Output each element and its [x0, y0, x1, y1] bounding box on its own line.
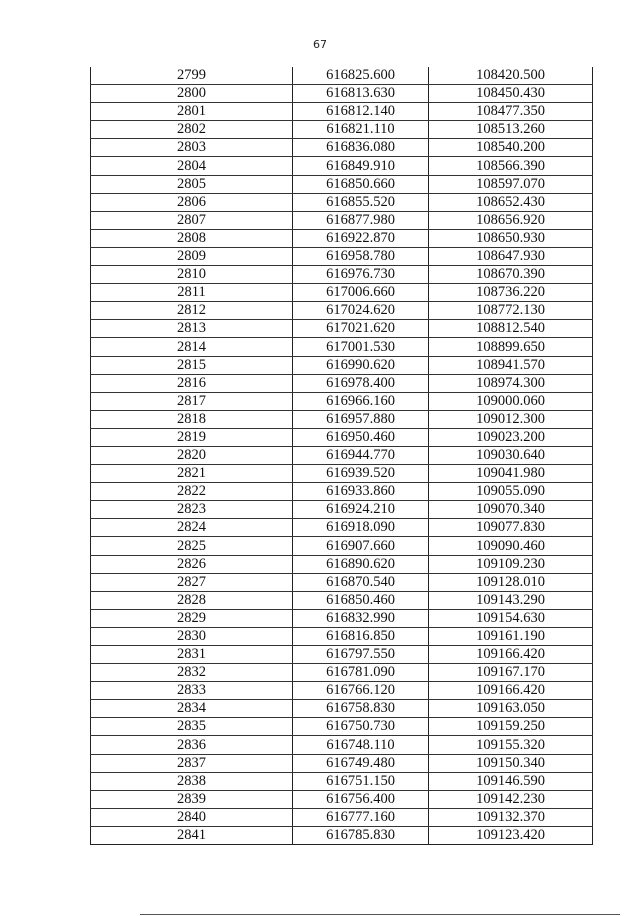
y-coordinate-cell: 109070.340	[429, 501, 593, 519]
table-row	[91, 302, 593, 320]
y-coordinate-cell: 109159.250	[429, 718, 593, 736]
y-coordinate-cell: 109154.630	[429, 609, 593, 627]
point-number-cell: 2801	[91, 103, 293, 121]
x-coordinate-cell: 616944.770	[293, 446, 429, 464]
y-coordinate-cell: 109142.230	[429, 790, 593, 808]
table-row	[91, 428, 593, 446]
point-number-cell: 2813	[91, 320, 293, 338]
x-coordinate-cell: 616756.400	[293, 790, 429, 808]
x-coordinate-cell: 616748.110	[293, 736, 429, 754]
x-coordinate-cell: 616781.090	[293, 664, 429, 682]
point-number-cell: 2838	[91, 772, 293, 790]
point-number-cell: 2821	[91, 465, 293, 483]
coordinates-table	[90, 67, 593, 845]
point-number-cell: 2827	[91, 573, 293, 591]
table-row	[91, 700, 593, 718]
point-number-cell: 2840	[91, 808, 293, 826]
table-row	[91, 266, 593, 284]
point-number-cell: 2834	[91, 700, 293, 718]
point-number-cell: 2819	[91, 428, 293, 446]
table-row	[91, 139, 593, 157]
table-row	[91, 718, 593, 736]
x-coordinate-cell: 616907.660	[293, 537, 429, 555]
table-row	[91, 247, 593, 265]
x-coordinate-cell: 617001.530	[293, 338, 429, 356]
y-coordinate-cell: 109150.340	[429, 754, 593, 772]
x-coordinate-cell: 616785.830	[293, 826, 429, 844]
y-coordinate-cell: 109023.200	[429, 428, 593, 446]
table-row	[91, 103, 593, 121]
x-coordinate-cell: 616751.150	[293, 772, 429, 790]
y-coordinate-cell: 108420.500	[429, 67, 593, 85]
x-coordinate-cell: 616821.110	[293, 121, 429, 139]
table-row	[91, 67, 593, 85]
x-coordinate-cell: 616825.600	[293, 67, 429, 85]
y-coordinate-cell: 109161.190	[429, 627, 593, 645]
table-row	[91, 410, 593, 428]
x-coordinate-cell: 616966.160	[293, 392, 429, 410]
x-coordinate-cell: 617006.660	[293, 284, 429, 302]
table-row	[91, 446, 593, 464]
x-coordinate-cell: 616816.850	[293, 627, 429, 645]
x-coordinate-cell: 616832.990	[293, 609, 429, 627]
x-coordinate-cell: 616750.730	[293, 718, 429, 736]
y-coordinate-cell: 108812.540	[429, 320, 593, 338]
table-row	[91, 664, 593, 682]
y-coordinate-cell: 109123.420	[429, 826, 593, 844]
point-number-cell: 2816	[91, 374, 293, 392]
x-coordinate-cell: 616850.460	[293, 591, 429, 609]
point-number-cell: 2817	[91, 392, 293, 410]
x-coordinate-cell: 616758.830	[293, 700, 429, 718]
table-row	[91, 501, 593, 519]
x-coordinate-cell: 616850.660	[293, 175, 429, 193]
y-coordinate-cell: 108656.920	[429, 211, 593, 229]
y-coordinate-cell: 108513.260	[429, 121, 593, 139]
point-number-cell: 2823	[91, 501, 293, 519]
point-number-cell: 2841	[91, 826, 293, 844]
y-coordinate-cell: 109055.090	[429, 483, 593, 501]
y-coordinate-cell: 109109.230	[429, 555, 593, 573]
y-coordinate-cell: 109090.460	[429, 537, 593, 555]
point-number-cell: 2814	[91, 338, 293, 356]
table-row	[91, 609, 593, 627]
point-number-cell: 2835	[91, 718, 293, 736]
table-row	[91, 519, 593, 537]
point-number-cell: 2809	[91, 247, 293, 265]
x-coordinate-cell: 616950.460	[293, 428, 429, 446]
page-number: 67	[313, 38, 327, 51]
point-number-cell: 2837	[91, 754, 293, 772]
x-coordinate-cell: 616976.730	[293, 266, 429, 284]
point-number-cell: 2807	[91, 211, 293, 229]
x-coordinate-cell: 616924.210	[293, 501, 429, 519]
point-number-cell: 2822	[91, 483, 293, 501]
y-coordinate-cell: 108670.390	[429, 266, 593, 284]
x-coordinate-cell: 616855.520	[293, 193, 429, 211]
point-number-cell: 2815	[91, 356, 293, 374]
y-coordinate-cell: 109132.370	[429, 808, 593, 826]
x-coordinate-cell: 616877.980	[293, 211, 429, 229]
point-number-cell: 2803	[91, 139, 293, 157]
y-coordinate-cell: 108899.650	[429, 338, 593, 356]
table-row	[91, 627, 593, 645]
point-number-cell: 2808	[91, 229, 293, 247]
y-coordinate-cell: 109000.060	[429, 392, 593, 410]
table-row	[91, 121, 593, 139]
y-coordinate-cell: 109030.640	[429, 446, 593, 464]
coordinates-table-body	[91, 67, 593, 845]
table-row	[91, 646, 593, 664]
table-row	[91, 591, 593, 609]
table-row	[91, 754, 593, 772]
y-coordinate-cell: 108477.350	[429, 103, 593, 121]
x-coordinate-cell: 616939.520	[293, 465, 429, 483]
x-coordinate-cell: 616990.620	[293, 356, 429, 374]
table-row	[91, 85, 593, 103]
point-number-cell: 2839	[91, 790, 293, 808]
point-number-cell: 2805	[91, 175, 293, 193]
point-number-cell: 2818	[91, 410, 293, 428]
x-coordinate-cell: 616836.080	[293, 139, 429, 157]
y-coordinate-cell: 109128.010	[429, 573, 593, 591]
point-number-cell: 2836	[91, 736, 293, 754]
table-row	[91, 229, 593, 247]
point-number-cell: 2820	[91, 446, 293, 464]
y-coordinate-cell: 108597.070	[429, 175, 593, 193]
table-row	[91, 682, 593, 700]
x-coordinate-cell: 616849.910	[293, 157, 429, 175]
table-row	[91, 356, 593, 374]
y-coordinate-cell: 108974.300	[429, 374, 593, 392]
table-row	[91, 537, 593, 555]
table-row	[91, 465, 593, 483]
x-coordinate-cell: 616870.540	[293, 573, 429, 591]
y-coordinate-cell: 108772.130	[429, 302, 593, 320]
point-number-cell: 2829	[91, 609, 293, 627]
point-number-cell: 2802	[91, 121, 293, 139]
x-coordinate-cell: 617021.620	[293, 320, 429, 338]
x-coordinate-cell: 616890.620	[293, 555, 429, 573]
x-coordinate-cell: 616933.860	[293, 483, 429, 501]
point-number-cell: 2828	[91, 591, 293, 609]
table-row	[91, 483, 593, 501]
y-coordinate-cell: 108450.430	[429, 85, 593, 103]
footer-rule	[140, 914, 620, 915]
y-coordinate-cell: 109041.980	[429, 465, 593, 483]
y-coordinate-cell: 109143.290	[429, 591, 593, 609]
table-row	[91, 392, 593, 410]
point-number-cell: 2824	[91, 519, 293, 537]
point-number-cell: 2800	[91, 85, 293, 103]
y-coordinate-cell: 109163.050	[429, 700, 593, 718]
y-coordinate-cell: 108650.930	[429, 229, 593, 247]
x-coordinate-cell: 616777.160	[293, 808, 429, 826]
y-coordinate-cell: 108736.220	[429, 284, 593, 302]
x-coordinate-cell: 616812.140	[293, 103, 429, 121]
y-coordinate-cell: 108652.430	[429, 193, 593, 211]
table-row	[91, 320, 593, 338]
table-row	[91, 555, 593, 573]
point-number-cell: 2830	[91, 627, 293, 645]
x-coordinate-cell: 616749.480	[293, 754, 429, 772]
x-coordinate-cell: 616797.550	[293, 646, 429, 664]
table-row	[91, 338, 593, 356]
x-coordinate-cell: 616918.090	[293, 519, 429, 537]
y-coordinate-cell: 109146.590	[429, 772, 593, 790]
y-coordinate-cell: 108941.570	[429, 356, 593, 374]
x-coordinate-cell: 617024.620	[293, 302, 429, 320]
x-coordinate-cell: 616957.880	[293, 410, 429, 428]
y-coordinate-cell: 109167.170	[429, 664, 593, 682]
x-coordinate-cell: 616978.400	[293, 374, 429, 392]
y-coordinate-cell: 109166.420	[429, 646, 593, 664]
y-coordinate-cell: 109012.300	[429, 410, 593, 428]
point-number-cell: 2804	[91, 157, 293, 175]
table-row	[91, 790, 593, 808]
point-number-cell: 2806	[91, 193, 293, 211]
table-row	[91, 175, 593, 193]
table-row	[91, 826, 593, 844]
coordinates-table-container	[90, 67, 592, 845]
table-row	[91, 193, 593, 211]
point-number-cell: 2825	[91, 537, 293, 555]
point-number-cell: 2812	[91, 302, 293, 320]
table-row	[91, 736, 593, 754]
x-coordinate-cell: 616766.120	[293, 682, 429, 700]
y-coordinate-cell: 108540.200	[429, 139, 593, 157]
point-number-cell: 2832	[91, 664, 293, 682]
point-number-cell: 2810	[91, 266, 293, 284]
table-row	[91, 374, 593, 392]
table-row	[91, 211, 593, 229]
table-row	[91, 573, 593, 591]
x-coordinate-cell: 616813.630	[293, 85, 429, 103]
point-number-cell: 2833	[91, 682, 293, 700]
table-row	[91, 284, 593, 302]
y-coordinate-cell: 108566.390	[429, 157, 593, 175]
y-coordinate-cell: 109166.420	[429, 682, 593, 700]
x-coordinate-cell: 616922.870	[293, 229, 429, 247]
table-row	[91, 808, 593, 826]
y-coordinate-cell: 109155.320	[429, 736, 593, 754]
point-number-cell: 2811	[91, 284, 293, 302]
y-coordinate-cell: 108647.930	[429, 247, 593, 265]
point-number-cell: 2799	[91, 67, 293, 85]
point-number-cell: 2826	[91, 555, 293, 573]
y-coordinate-cell: 109077.830	[429, 519, 593, 537]
point-number-cell: 2831	[91, 646, 293, 664]
x-coordinate-cell: 616958.780	[293, 247, 429, 265]
table-row	[91, 157, 593, 175]
table-row	[91, 772, 593, 790]
